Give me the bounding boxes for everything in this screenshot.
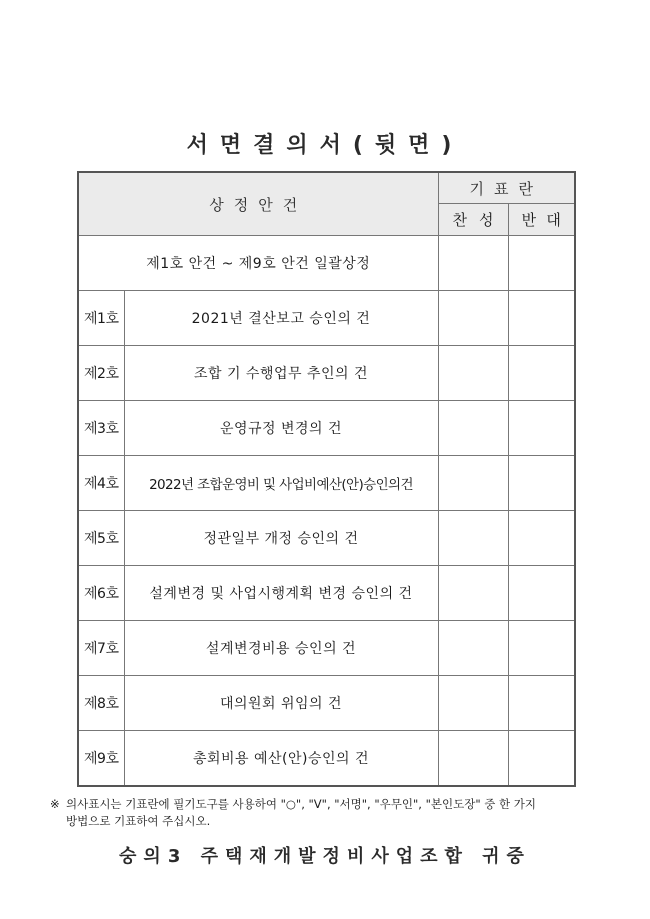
approve-cell[interactable] <box>438 621 508 676</box>
agenda-title: 운영규정 변경의 건 <box>124 401 438 456</box>
oppose-cell[interactable] <box>508 566 575 621</box>
bulk-agenda-row <box>78 236 575 291</box>
approve-header: 찬 성 <box>438 204 508 236</box>
table-row <box>78 511 575 566</box>
approve-cell[interactable] <box>438 291 508 346</box>
agenda-title: 총회비용 예산(안)승인의 건 <box>124 731 438 787</box>
oppose-cell[interactable] <box>508 456 575 511</box>
approve-cell[interactable] <box>438 346 508 401</box>
agenda-title: 조합 기 수행업무 추인의 건 <box>124 346 438 401</box>
agenda-title: 정관일부 개정 승인의 건 <box>124 511 438 566</box>
approve-cell[interactable] <box>438 566 508 621</box>
agenda-number: 제6호 <box>78 566 124 621</box>
table-row <box>78 566 575 621</box>
oppose-cell[interactable] <box>508 401 575 456</box>
approve-cell[interactable] <box>438 456 508 511</box>
approve-cell[interactable] <box>438 236 508 291</box>
table-row <box>78 731 575 787</box>
agenda-number: 제4호 <box>78 456 124 511</box>
table-row <box>78 621 575 676</box>
table-row <box>78 291 575 346</box>
agenda-number: 제2호 <box>78 346 124 401</box>
oppose-cell[interactable] <box>508 346 575 401</box>
agenda-number: 제3호 <box>78 401 124 456</box>
table-row <box>78 456 575 511</box>
agenda-column-header: 상정안건 <box>78 172 438 236</box>
approve-cell[interactable] <box>438 401 508 456</box>
agenda-number: 제7호 <box>78 621 124 676</box>
vote-column-header: 기표란 <box>438 172 575 204</box>
reference-mark-icon: ※ <box>50 797 60 811</box>
oppose-cell[interactable] <box>508 291 575 346</box>
agenda-number: 제1호 <box>78 291 124 346</box>
approve-cell[interactable] <box>438 676 508 731</box>
oppose-cell[interactable] <box>508 511 575 566</box>
bulk-agenda-text: 제1호 안건 ~ 제9호 안건 일괄상정 <box>78 236 438 291</box>
oppose-header: 반 대 <box>508 204 575 236</box>
approve-cell[interactable] <box>438 511 508 566</box>
agenda-number: 제8호 <box>78 676 124 731</box>
approve-cell[interactable] <box>438 731 508 787</box>
agenda-title: 2021년 결산보고 승인의 건 <box>124 291 438 346</box>
table-row <box>78 401 575 456</box>
oppose-cell[interactable] <box>508 236 575 291</box>
agenda-number: 제5호 <box>78 511 124 566</box>
document-title: 서면결의서(뒷면) <box>186 133 464 158</box>
note-line-1: 의사표시는 기표란에 필기도구를 사용하여 "○", "V", "서명", "우무인", "본인도장" 중 한 가지 <box>66 797 537 811</box>
addressee: 숭의3 주택재개발정비사업조합 귀중 <box>119 846 531 867</box>
ballot-table <box>77 171 576 787</box>
voting-instructions <box>50 796 610 830</box>
oppose-cell[interactable] <box>508 676 575 731</box>
table-row <box>78 676 575 731</box>
oppose-cell[interactable] <box>508 731 575 787</box>
oppose-cell[interactable] <box>508 621 575 676</box>
agenda-title: 대의원회 위임의 건 <box>124 676 438 731</box>
agenda-number: 제9호 <box>78 731 124 787</box>
agenda-title: 설계변경비용 승인의 건 <box>124 621 438 676</box>
agenda-title: 설계변경 및 사업시행계획 변경 승인의 건 <box>124 566 438 621</box>
table-row <box>78 346 575 401</box>
agenda-title: 2022년 조합운영비 및 사업비예산(안)승인의건 <box>124 456 438 511</box>
note-line-2: 방법으로 기표하여 주십시오. <box>66 814 211 828</box>
